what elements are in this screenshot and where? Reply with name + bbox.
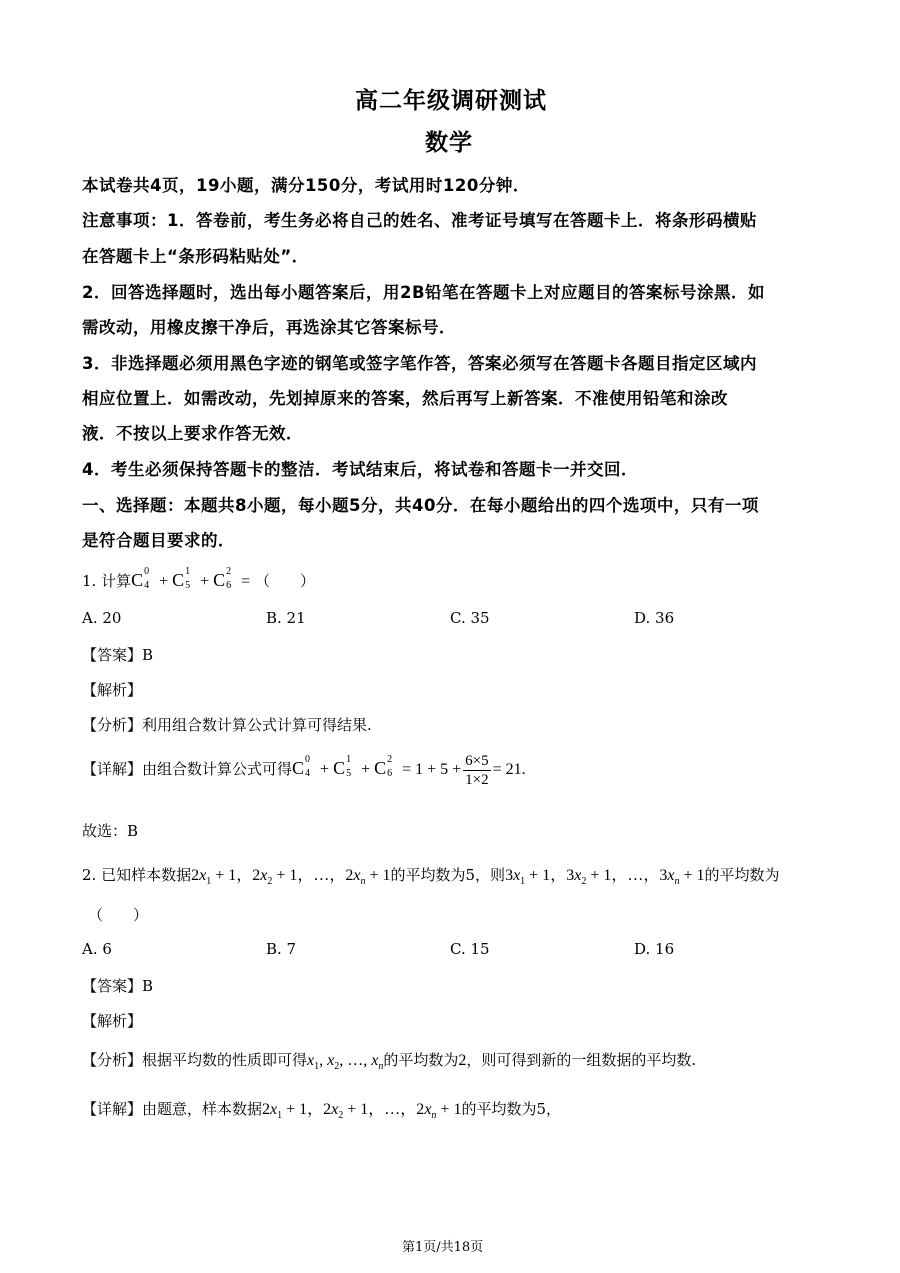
- q1-conclusion: 故选：B: [82, 822, 139, 840]
- q2-stem-a: 2. 已知样本数据: [82, 866, 192, 884]
- q2-fenxi-label: 【分析】: [82, 1051, 143, 1069]
- q1-option-b: B. 21: [266, 609, 306, 627]
- q2-option-c: C. 15: [450, 940, 490, 958]
- q1-xiangjie-label: 【详解】: [82, 760, 143, 779]
- q2-fenxi-value: 2: [458, 1052, 467, 1069]
- q2-analysis-label: 【解析】: [82, 1012, 143, 1030]
- q2-data-set-2: $3x_1 + 1$，$3x_2 + 1$，…，$3x_n + 1$: [505, 867, 705, 888]
- q2-xiangjie-label: 【详解】: [82, 1100, 143, 1118]
- q2-stem-c: 的平均数为: [704, 866, 780, 884]
- notice-3c: 液．不按以上要求作答无效．: [82, 424, 303, 443]
- doc-subject: 数学: [425, 130, 473, 156]
- q1-prefix: 1. 计算: [82, 572, 132, 590]
- q1-analysis-label: 【解析】: [82, 681, 143, 699]
- q2-xiangjie: [82, 1096, 561, 1121]
- q2-xiangjie-data: $2x_1 + 1$，$2x_2 + 1$，…，$2x_n + 1$: [262, 1101, 462, 1122]
- q1-paren: （ ）: [254, 572, 315, 590]
- q2-stem: [82, 862, 780, 887]
- q2-fenxi-vars: $x_1$, $x_2$, …, $x_n$: [307, 1052, 384, 1073]
- q1-fraction: [463, 752, 490, 789]
- section-heading-a: 一、选择题：本题共8小题，每小题5分，共40分．在每小题给出的四个选项中，只有一项: [82, 496, 759, 515]
- q1-stem: [82, 566, 315, 591]
- q2-fenxi-text-a: 根据平均数的性质即可得: [142, 1051, 308, 1069]
- q2-stem-b: 的平均数为5，则: [390, 866, 506, 884]
- q1-option-d: D. 36: [634, 609, 675, 627]
- q2-fenxi-text-b: 的平均数为: [383, 1051, 459, 1069]
- q1-option-c: C. 35: [450, 609, 490, 627]
- notice-4: 4．考生必须保持答题卡的整洁．考试结束后，将试卷和答题卡一并交回．: [82, 460, 638, 479]
- q2-option-d: D. 16: [634, 940, 675, 958]
- q1-xiangjie-text: 由组合数计算公式可得: [142, 760, 293, 779]
- q2-answer: 【答案】B: [82, 977, 154, 995]
- q2-option-b: B. 7: [266, 940, 297, 958]
- q1-mid: = 1 + 5 +: [402, 761, 462, 779]
- q1-frac-num: 6×5: [465, 753, 489, 769]
- q2-fenxi: [82, 1049, 696, 1072]
- q1-option-a: A. 20: [82, 609, 122, 627]
- q1-frac-den: 1×2: [465, 772, 489, 788]
- section-heading-b: 是符合题目要求的．: [82, 531, 235, 550]
- q1-xiangjie: [82, 752, 526, 789]
- notice-3b: 相应位置上．如需改动，先划掉原来的答案，然后再写上新答案．不准使用铅笔和涂改: [82, 389, 728, 408]
- q2-data-set-1: $2x_1 + 1$，$2x_2 + 1$，…，$2x_n + 1$: [191, 867, 391, 888]
- q1-answer: 【答案】B: [82, 646, 154, 664]
- intro-line: 本试卷共4页，19小题，满分150分，考试用时120分钟．: [82, 176, 530, 195]
- notice-2b: 需改动，用橡皮擦干净后，再选涂其它答案标号．: [82, 318, 456, 337]
- q2-xiangjie-text-b: 的平均数为5，: [461, 1100, 561, 1118]
- q2-option-a: A. 6: [82, 940, 112, 958]
- q1-fenxi-text: 利用组合数计算公式计算可得结果.: [142, 716, 372, 734]
- doc-title: 高二年级调研测试: [355, 88, 547, 114]
- page-footer: 第1页/共18页: [402, 1240, 484, 1255]
- q1-fenxi: [82, 714, 372, 735]
- q1-solution-formula: C 0 4 + C 1 5 + C 2 6 = 1 + 5 + $\frac{6\times 5}{1\times 2}$ = 21.: [292, 753, 526, 788]
- q1-formula: C 0 4 + C 1 5 + C 2 6 =: [131, 566, 251, 591]
- q1-fenxi-label: 【分析】: [82, 716, 143, 734]
- q1-result: = 21.: [492, 761, 526, 779]
- notice-3a: 3．非选择题必须用黑色字迹的钢笔或签字笔作答，答案必须写在答题卡各题目指定区域内: [82, 354, 757, 373]
- notice-1b: 在答题卡上“条形码粘贴处”．: [82, 247, 309, 266]
- notice-2a: 2．回答选择题时，选出每小题答案后，用2B铅笔在答题卡上对应题目的答案标号涂黑．如: [82, 283, 766, 302]
- q2-paren: （ ）: [88, 906, 149, 924]
- q2-xiangjie-text-a: 由题意，样本数据: [142, 1100, 263, 1118]
- notice-1a: 注意事项：1．答卷前，考生务必将自己的姓名、准考证号填写在答题卡上．将条形码横贴: [82, 211, 757, 230]
- q2-fenxi-text-c: ，则可得到新的一组数据的平均数.: [466, 1051, 697, 1069]
